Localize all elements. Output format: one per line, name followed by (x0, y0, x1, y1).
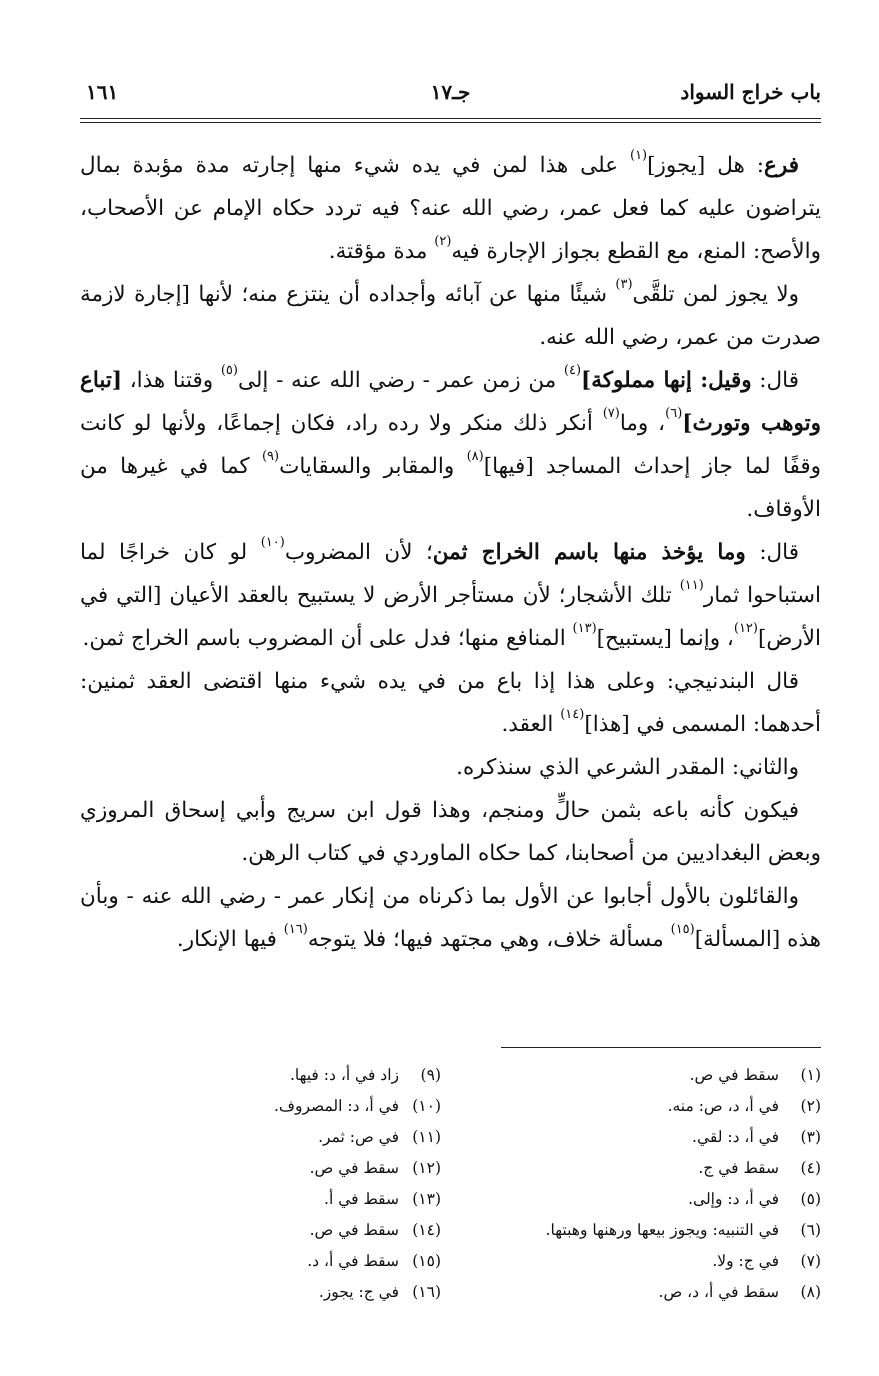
footnotes-column-left (81, 1060, 441, 1308)
footnote-marker: (١١) (679, 577, 704, 593)
footnote-marker: (١٣) (572, 620, 597, 636)
footnote (81, 1184, 441, 1215)
footnote-text: في ج: ولا. (712, 1252, 779, 1270)
footnote-separator (501, 1047, 821, 1048)
text-run: فيها الإنكار. (176, 927, 284, 952)
footnote (441, 1060, 821, 1091)
text-run: لو كان خراجًا لما استباحوا ثمار (80, 540, 821, 608)
footnote (81, 1153, 441, 1184)
footnote-number: (١٦) (412, 1283, 441, 1301)
footnote-number: (١١) (412, 1128, 441, 1146)
text-run: المنافع منها؛ فدل على أن المضروب باسم الخراج ثمن. (82, 626, 573, 651)
footnote-text: في أ، د: المصروف. (273, 1097, 399, 1115)
footnote-marker: (١٥) (670, 921, 695, 937)
footnote-number: (٣) (800, 1128, 821, 1146)
text-run: وقتنا هذا، (122, 368, 221, 393)
footnote-number: (١٠) (412, 1097, 441, 1115)
text-run: أنكر ذلك منكر ولا رده راد، فكان إجماعًا، ولأنها لو كانت وقفًا لما جاز إحداث المساجد [فيها] (80, 411, 822, 479)
footnote (441, 1122, 821, 1153)
footnote-number: (١٣) (412, 1190, 441, 1208)
header-rule-bottom (80, 122, 821, 123)
footnote-number: (١٤) (412, 1221, 441, 1239)
running-header (80, 70, 821, 110)
paragraph (80, 875, 821, 961)
footnote-text: سقط في أ. (324, 1190, 399, 1208)
text-run: على هذا لمن في يده شيء منها إجارته مدة مؤبدة بمال يتراضون عليه كما فعل عمر، رضي الله عنه؟ فيه تردد حكاه الإمام عن الأصحاب، والأصح: المنع، مع القطع بجواز الإجارة فيه (80, 153, 821, 264)
footnote (441, 1277, 821, 1308)
text-run: مسألة خلاف، وهي مجتهد فيها؛ فلا يتوجه (307, 927, 671, 952)
footnote (441, 1153, 821, 1184)
text-run: فيكون كأنه باعه بثمن حالٍّ ومنجم، وهذا قول ابن سريج وأبي إسحاق المروزي وبعض البغداديين من أصحابنا، كما حكاه الماوردي في كتاب الرهن. (80, 798, 821, 866)
text-run: ؛ لأن المضروب (284, 540, 433, 565)
text-run: قال البندنيجي: وعلى هذا إذا باع من في يده شيء منها اقتضى العقد ثمنين: أحدهما: المسمى في [هذا] (80, 669, 821, 737)
text-run: : هل [يجوز] (647, 153, 765, 178)
footnote-marker: (١٦) (283, 921, 308, 937)
chapter-title: باب خراج السواد (680, 80, 821, 104)
footnote-marker: (١٢) (733, 620, 758, 636)
footnote-marker: (٦) (665, 405, 683, 421)
text-run: من زمن عمر - رضي الله عنه - إلى (237, 368, 564, 393)
footnote-marker: (١) (629, 147, 648, 163)
footnote-number: (٦) (800, 1221, 821, 1239)
footnote (81, 1122, 441, 1153)
paragraph (80, 359, 821, 531)
lead-phrase: [تباع وتوهب وتورث] (80, 368, 821, 436)
paragraph (80, 789, 821, 875)
footnote-marker: (٧) (602, 405, 620, 421)
footnote (441, 1246, 821, 1277)
footnote-text: في ص: ثمر. (318, 1128, 399, 1146)
footnote-text: سقط في أ، د. (307, 1252, 399, 1270)
footnote-number: (١٥) (412, 1252, 441, 1270)
footnote-number: (٥) (800, 1190, 821, 1208)
footnote-text: في ج: يجوز. (318, 1283, 399, 1301)
footnote-text: سقط في ص. (689, 1066, 779, 1084)
footnote-number: (٢) (800, 1097, 821, 1115)
footnote-number: (٧) (800, 1252, 821, 1270)
footnote-text: سقط في أ، د، ص. (658, 1283, 779, 1301)
footnote-marker: (١٠) (260, 534, 285, 550)
paragraph (80, 273, 821, 359)
text-run: كما في غيرها من الأوقاف. (80, 454, 821, 522)
footnote (81, 1060, 441, 1091)
footnote-marker: (٩) (261, 448, 280, 464)
footnote-number: (٨) (800, 1283, 821, 1301)
paragraph (80, 660, 821, 746)
footnote (81, 1091, 441, 1122)
footnote-text: في أ، د: لقي. (692, 1128, 779, 1146)
footnote-marker: (٨) (466, 448, 484, 464)
lead-phrase: وقيل: إنها مملوكة] (581, 368, 752, 393)
paragraph (80, 746, 821, 789)
footnote-number: (١) (800, 1066, 821, 1084)
footnote-marker: (١٤) (560, 706, 585, 722)
text-run: مدة مؤقتة. (328, 239, 435, 264)
text-run: والثاني: المقدر الشرعي الذي سنذكره. (456, 755, 799, 780)
footnote (441, 1091, 821, 1122)
text-run: تلك الأشجار؛ لأن مستأجر الأرض لا يستبيح بالعقد الأعيان [التي في الأرض] (80, 583, 821, 651)
text-run: شيئًا منها عن آبائه وأجداده أن ينتزع منه؛ لأنها [إجارة لازمة صدرت من عمر، رضي الله عنه. (80, 282, 821, 350)
lead-phrase: وما يؤخذ منها باسم الخراج ثمن (432, 540, 746, 565)
footnote (81, 1215, 441, 1246)
footnote-marker: (٣) (615, 276, 633, 292)
text-run: ولا يجوز لمن تلقَّى (632, 282, 799, 307)
footnote-text: في أ، د: وإلى. (688, 1190, 779, 1208)
footnote-text: سقط في ص. (309, 1159, 399, 1177)
lead-phrase: فرع (764, 153, 799, 178)
footnote (81, 1246, 441, 1277)
footnote-number: (١٢) (412, 1159, 441, 1177)
paragraph (80, 531, 821, 660)
footnote-number: (٩) (420, 1066, 441, 1084)
footnote-text: في أ، د، ص: منه. (667, 1097, 779, 1115)
footnote (441, 1215, 821, 1246)
main-text (80, 144, 821, 961)
footnote-marker: (٥) (220, 362, 238, 378)
footnote-text: زاد في أ، د: فيها. (289, 1066, 399, 1084)
footnote-marker: (٤) (563, 362, 582, 378)
text-run: والمقابر والسقايات (279, 454, 467, 479)
text-run: ، وإنما [يستبيح] (596, 626, 734, 651)
paragraph (80, 144, 821, 273)
text-run: ، وما (619, 411, 666, 436)
footnote-text: سقط في ج. (698, 1159, 779, 1177)
text-run: العقد. (501, 712, 561, 737)
footnote (81, 1277, 441, 1308)
volume-label: جـ١٧ (430, 80, 471, 104)
text-run: قال: (751, 368, 799, 393)
page-number: ١٦١ (86, 80, 119, 104)
footnote (441, 1184, 821, 1215)
header-rule-top (80, 118, 821, 119)
footnote-number: (٤) (800, 1159, 821, 1177)
footnote-text: سقط في ص. (309, 1221, 399, 1239)
footnote-text: في التنبيه: ويجوز بيعها ورهنها وهبتها. (545, 1221, 779, 1239)
footnotes-column-right (441, 1060, 821, 1308)
footnote-marker: (٢) (434, 233, 452, 249)
text-run: قال: (745, 540, 800, 565)
text-run: والقائلون بالأول أجابوا عن الأول بما ذكرناه من إنكار عمر - رضي الله عنه - وبأن هذه [المسألة] (80, 884, 821, 952)
